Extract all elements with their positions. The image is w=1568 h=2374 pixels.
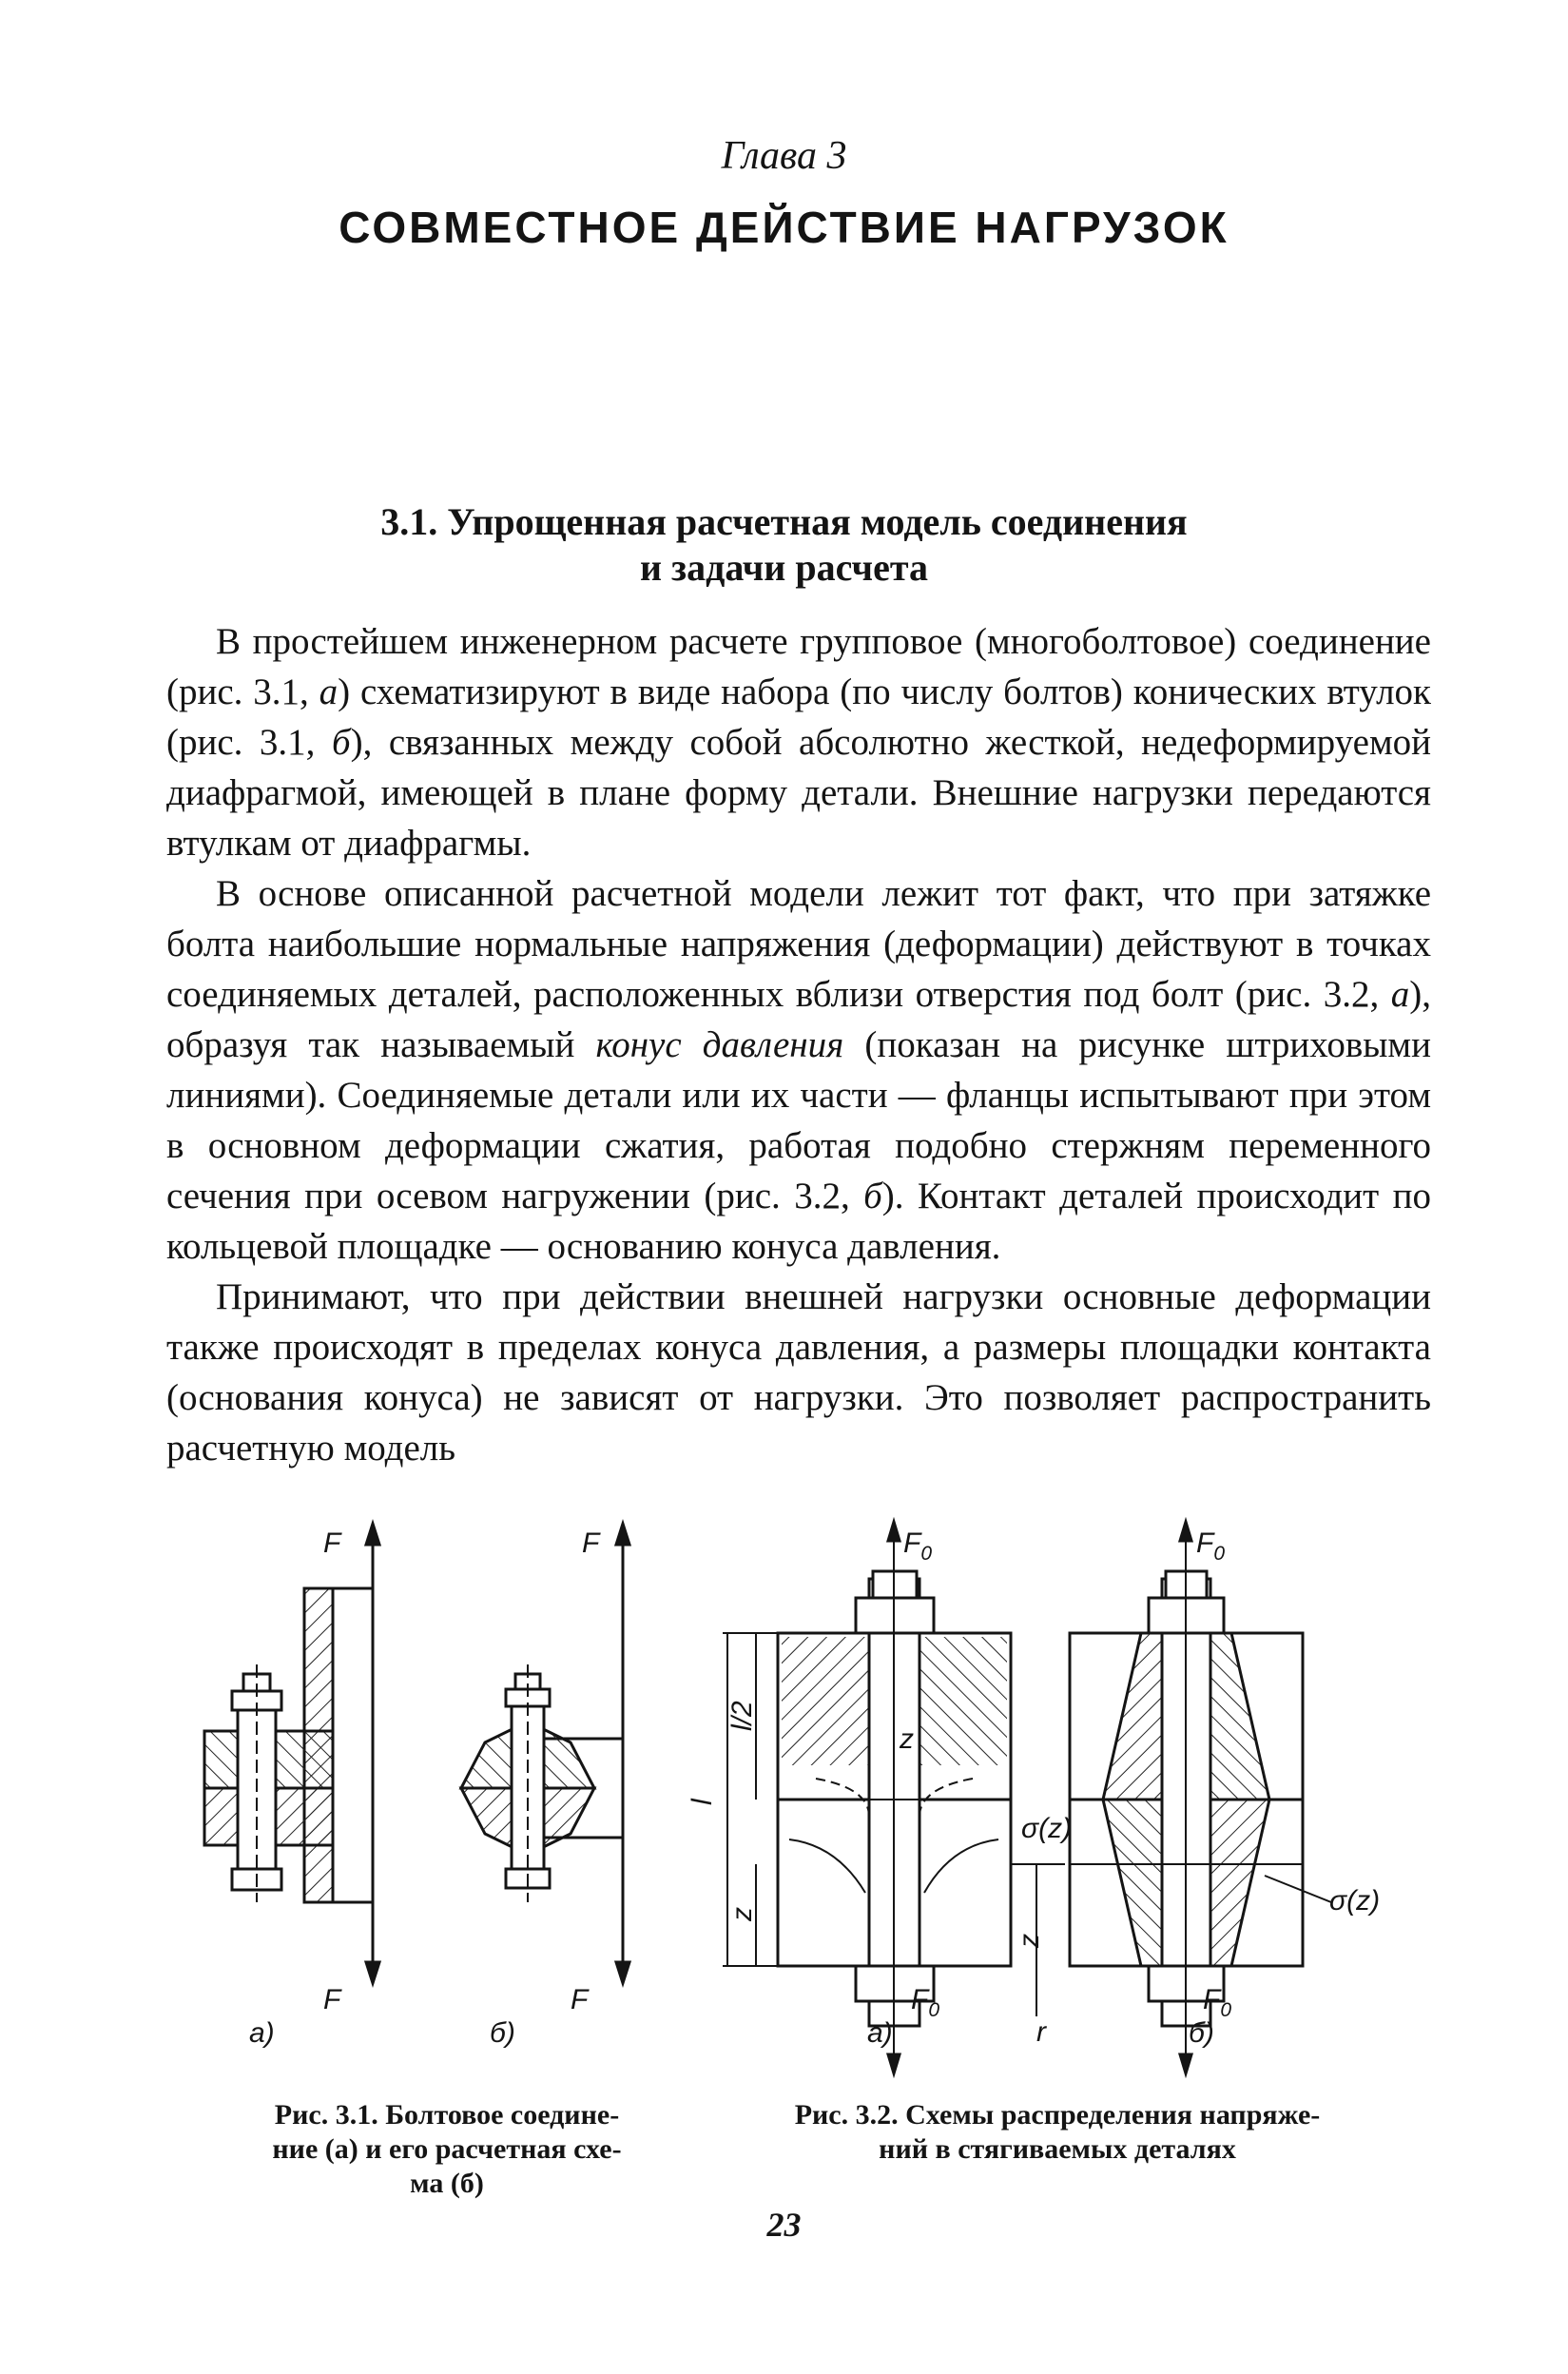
fig32-caption-line1: Рис. 3.2. Схемы распределения напряже- bbox=[794, 2099, 1321, 2131]
chapter-label: Глава 3 bbox=[721, 134, 847, 178]
fig32a-label-f0-top: $F_0$ bbox=[903, 1528, 933, 1565]
p3-text: Принимают, что при действии внешней нагрузки основные деформации также происходят в пределах конуса давления, а размеры площадки контакта (основания конуса) не зависят от нагрузки. Это позволяет распространить расчетную модель bbox=[166, 1276, 1431, 1469]
fig31-caption-line3: ма (б) bbox=[410, 2168, 484, 2199]
fig31b-force-arrow-down bbox=[616, 1962, 629, 1983]
fig32-caption bbox=[715, 2098, 1400, 2167]
fig31-caption-line1: Рис. 3.1. Болтовое соедине- bbox=[274, 2099, 620, 2131]
fig32b-cone-bottom-right bbox=[1210, 1800, 1269, 1966]
fig31-caption-line2: ние (а) и его расчетная схе- bbox=[272, 2133, 622, 2165]
p1-ref-b: б bbox=[331, 722, 351, 763]
fig32b-cone-top-right bbox=[1210, 1633, 1269, 1800]
section-title-line2: и задачи расчета bbox=[639, 546, 928, 589]
paragraph-1 bbox=[166, 616, 1431, 868]
fig32b-cone-bottom-left bbox=[1103, 1800, 1162, 1966]
fig32a-hatch-left bbox=[782, 1637, 869, 1765]
fig32a-label-r: r bbox=[1036, 2016, 1046, 2048]
p1-text-b: ) схематизируют в виде набора (по числу болтов) конических втулок (рис. 3.1, bbox=[166, 671, 1431, 763]
section-title-line1: 3.1. Упрощенная расчетная модель соединения bbox=[380, 500, 1188, 543]
fig31-caption bbox=[200, 2098, 694, 2201]
fig32a-label-f0-bottom: $F_0$ bbox=[911, 1984, 940, 2021]
fig31b-scheme bbox=[461, 1524, 629, 1983]
fig31b-label-f-top: F bbox=[582, 1528, 600, 1559]
fig31a-force-arrow-up bbox=[366, 1524, 379, 1545]
fig32a-preload-arrow-down bbox=[888, 2054, 900, 2073]
fig32b-cone-top-left bbox=[1103, 1633, 1162, 1800]
p1-text-c: ), связанных между собой абсолютно жесткой, недеформируемой диафрагмой, имеющей в плане форму детали. Внешние нагрузки передаются втулкам от диафрагмы. bbox=[166, 722, 1432, 864]
fig32b-preload-arrow-down bbox=[1180, 2054, 1191, 2073]
fig32-caption-line2: ний в стягиваемых деталях bbox=[879, 2133, 1236, 2165]
fig32-sub-a: а) bbox=[867, 2017, 893, 2049]
fig31a-label-f-bottom: F bbox=[323, 1984, 341, 2015]
section-heading bbox=[0, 499, 1568, 591]
p2-ref-b: б bbox=[863, 1176, 882, 1216]
fig31a-flange-right bbox=[333, 1588, 373, 1902]
p2-text-a: В основе описанной расчетной модели лежит тот факт, что при затяжке болта наибольшие нормальные напряжения (деформации) действуют в точках соединяемых деталей, расположенных вблизи отверстия под болт (рис. 3.2, bbox=[166, 873, 1431, 1015]
p2-text-b: ), образуя так называемый bbox=[166, 974, 1431, 1065]
fig32b-label-sigma: σ(z) bbox=[1329, 1885, 1381, 1917]
fig31a-label-f-top: F bbox=[323, 1528, 341, 1559]
fig32b-preload-arrow-up bbox=[1180, 1522, 1191, 1541]
fig31b-label-f-bottom: F bbox=[571, 1984, 589, 2015]
fig31-sub-b: б) bbox=[490, 2017, 515, 2049]
fig32b-label-f0-bottom: $F_0$ bbox=[1203, 1984, 1232, 2021]
figures bbox=[0, 1503, 1568, 2092]
fig32b-cone-scheme bbox=[1070, 1522, 1331, 2073]
fig31a-bolted-joint bbox=[204, 1524, 379, 1983]
fig31a-force-arrow-down bbox=[366, 1962, 379, 1983]
fig32a-preload-arrow-up bbox=[888, 1522, 900, 1541]
fig32a-label-length: l bbox=[687, 1799, 718, 1805]
fig32b-sigma-leader bbox=[1265, 1876, 1331, 1902]
p1-text-a: В простейшем инженерном расчете групповое (многоболтовое) соединение (рис. 3.1, bbox=[166, 621, 1431, 712]
fig32a-label-half-length: l/2 bbox=[726, 1701, 758, 1731]
p2-text-c: (показан на рисунке штриховыми линиями). Соединяемые детали или их части — фланцы испытывают при этом в основном деформации сжатия, работая подобно стержням переменного сечения при осевом нагружении (рис. 3.2, bbox=[166, 1024, 1431, 1216]
p2-ref-a: а bbox=[1390, 974, 1410, 1015]
page-number: 23 bbox=[766, 2206, 802, 2244]
fig32-sub-b: б) bbox=[1189, 2017, 1214, 2049]
fig32a-hatch-right bbox=[920, 1637, 1007, 1765]
body-text bbox=[166, 616, 1431, 1473]
p2-term: конус давления bbox=[595, 1024, 844, 1065]
fig32b-label-f0-top: $F_0$ bbox=[1196, 1528, 1226, 1565]
paragraph-2 bbox=[166, 868, 1431, 1272]
chapter-title: СОВМЕСТНОЕ ДЕЙСТВИЕ НАГРУЗОК bbox=[339, 203, 1229, 252]
fig32a-label-sigma: σ(z) bbox=[1021, 1813, 1073, 1844]
p1-ref-a: а bbox=[319, 671, 339, 712]
fig32a-label-z-axis: z bbox=[1014, 1934, 1045, 1948]
p2-text-d: ). Контакт деталей происходит по кольцевой площадке — основанию конуса давления. bbox=[166, 1176, 1432, 1267]
fig31-sub-a: а) bbox=[249, 2017, 275, 2049]
fig31b-force-arrow-up bbox=[616, 1524, 629, 1545]
paragraph-3 bbox=[166, 1272, 1431, 1473]
fig32a-label-z: z bbox=[900, 1723, 914, 1755]
fig32a-stress-scheme bbox=[723, 1522, 1065, 2073]
fig32a-label-z-dim: z bbox=[726, 1907, 758, 1921]
